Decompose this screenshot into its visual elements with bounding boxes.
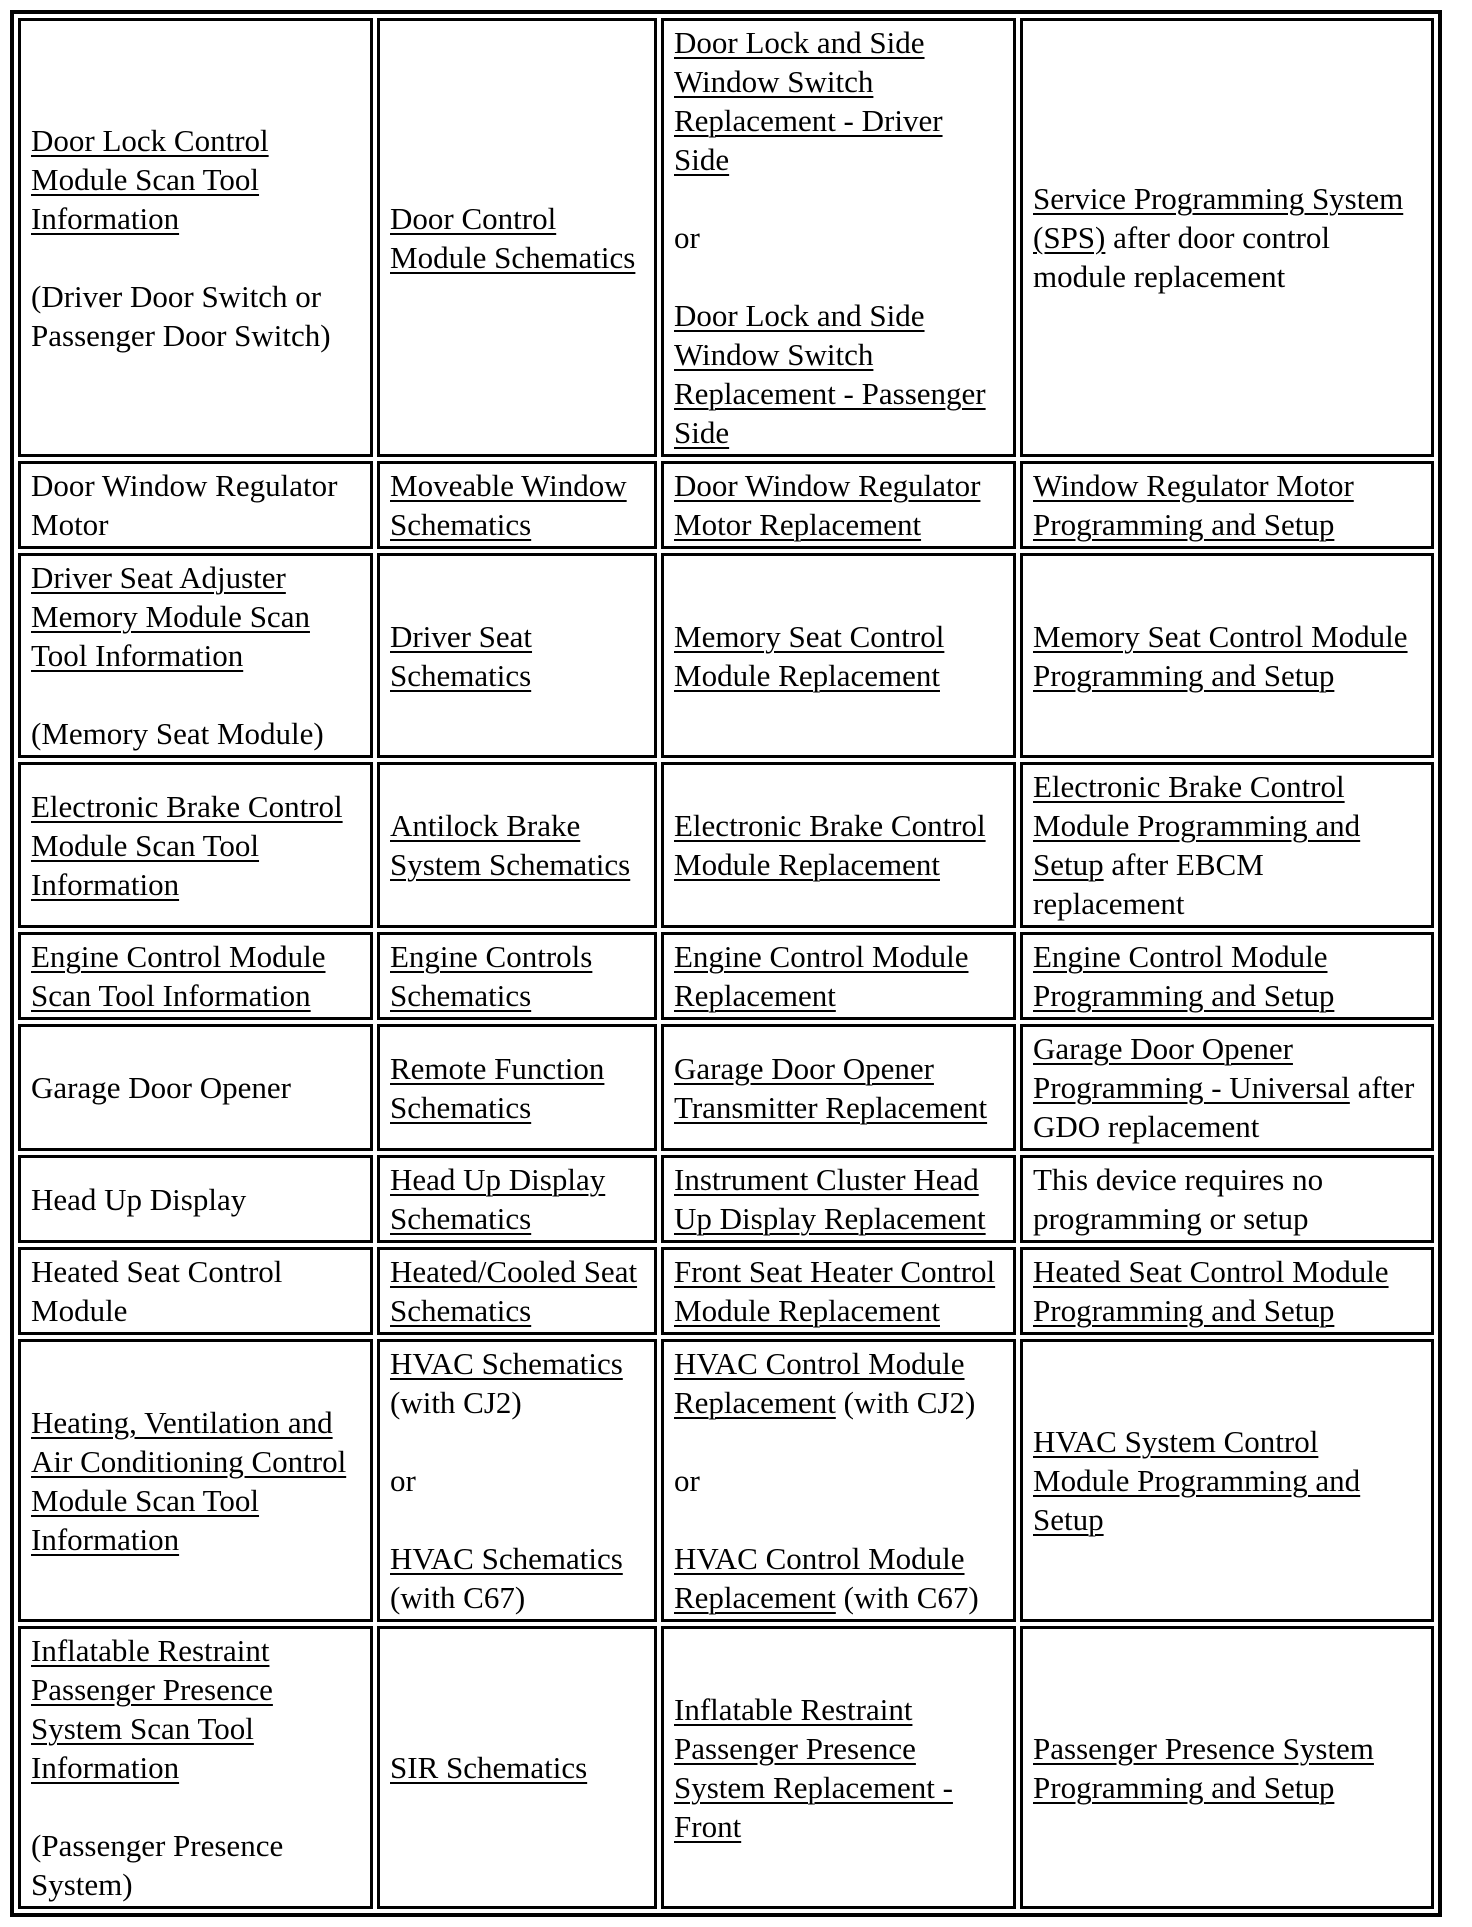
doc-link[interactable]: HVAC Control Module Replacement xyxy=(674,1346,965,1420)
cell-paragraph xyxy=(31,787,360,904)
table-row xyxy=(18,553,1434,758)
paragraph-spacer xyxy=(31,238,360,277)
service-procedures-table xyxy=(10,10,1442,1917)
cell-replacement xyxy=(661,18,1016,457)
cell-paragraph xyxy=(1033,1160,1421,1238)
cell-paragraph xyxy=(390,1539,644,1617)
text-run: Door Window Regulator Motor xyxy=(31,468,338,542)
cell-paragraph xyxy=(390,937,644,1015)
paragraph-spacer xyxy=(390,1422,644,1461)
cell-programming-setup xyxy=(1020,461,1434,549)
cell-paragraph xyxy=(1033,179,1421,296)
cell-programming-setup xyxy=(1020,1626,1434,1909)
cell-schematics xyxy=(377,18,657,457)
doc-link[interactable]: Door Lock Control Module Scan Tool Information xyxy=(31,122,269,236)
text-run: Heated Seat Control Module xyxy=(31,1254,283,1328)
doc-link[interactable]: SIR Schematics xyxy=(390,1750,588,1785)
cell-paragraph xyxy=(390,806,644,884)
table-row xyxy=(18,1024,1434,1151)
cell-programming-setup xyxy=(1020,1155,1434,1243)
cell-paragraph xyxy=(31,558,360,675)
doc-link[interactable]: Driver Seat Schematics xyxy=(390,618,533,693)
text-run: Garage Door Opener xyxy=(31,1070,291,1105)
doc-link[interactable]: Heated/Cooled Seat Schematics xyxy=(390,1254,638,1328)
cell-paragraph xyxy=(674,1690,1003,1846)
doc-link[interactable]: Driver Seat Adjuster Memory Module Scan Tool Information xyxy=(31,560,310,673)
text-run: or xyxy=(674,220,700,255)
cell-replacement xyxy=(661,1024,1016,1151)
cell-paragraph xyxy=(31,1068,360,1107)
doc-link[interactable]: Door Control Module Schematics xyxy=(390,200,636,275)
text-run: after door control module replacement xyxy=(1033,220,1331,294)
cell-paragraph xyxy=(390,617,644,695)
doc-link[interactable]: Door Lock and Side Window Switch Replacement - Passenger Side xyxy=(674,298,986,450)
doc-link[interactable]: Garage Door Opener Transmitter Replacement xyxy=(674,1050,988,1125)
cell-paragraph xyxy=(674,806,1003,884)
cell-paragraph xyxy=(1033,466,1421,544)
doc-link[interactable]: Door Lock and Side Window Switch Replacement - Driver Side xyxy=(674,25,943,177)
table-row xyxy=(18,932,1434,1020)
cell-paragraph xyxy=(674,296,1003,452)
cell-paragraph xyxy=(31,1631,360,1787)
cell-paragraph xyxy=(31,1403,360,1559)
cell-programming-setup xyxy=(1020,1247,1434,1335)
doc-link[interactable]: Instrument Cluster Head Up Display Replacement xyxy=(674,1162,986,1236)
cell-schematics xyxy=(377,553,657,758)
cell-paragraph xyxy=(390,1461,644,1500)
cell-paragraph xyxy=(1033,767,1421,923)
cell-schematics xyxy=(377,461,657,549)
text-run: This device requires no programming or setup xyxy=(1033,1162,1324,1236)
text-run: after EBCM replacement xyxy=(1033,847,1264,921)
cell-paragraph xyxy=(674,218,1003,257)
cell-component xyxy=(18,932,373,1020)
text-run: (with C67) xyxy=(390,1580,526,1615)
cell-paragraph xyxy=(31,714,360,753)
doc-link[interactable]: HVAC Schematics xyxy=(390,1346,623,1381)
doc-link[interactable]: Front Seat Heater Control Module Replacement xyxy=(674,1254,996,1328)
cell-schematics xyxy=(377,1626,657,1909)
doc-link[interactable]: Engine Control Module Programming and Setup xyxy=(1033,939,1335,1013)
doc-link[interactable]: HVAC Schematics xyxy=(390,1541,623,1576)
cell-paragraph xyxy=(31,277,360,355)
doc-link[interactable]: Moveable Window Schematics xyxy=(390,468,627,542)
cell-replacement xyxy=(661,1626,1016,1909)
cell-paragraph xyxy=(674,1344,1003,1422)
doc-link[interactable]: HVAC System Control Module Programming and Setup xyxy=(1033,1424,1361,1537)
table-row xyxy=(18,1339,1434,1622)
cell-paragraph xyxy=(1033,1422,1421,1539)
cell-paragraph xyxy=(674,617,1003,695)
doc-link[interactable]: Engine Controls Schematics xyxy=(390,939,593,1013)
cell-schematics xyxy=(377,762,657,928)
text-run: (Driver Door Switch or Passenger Door Switch) xyxy=(31,278,331,353)
doc-link[interactable]: Engine Control Module Replacement xyxy=(674,939,969,1013)
cell-component xyxy=(18,553,373,758)
cell-paragraph xyxy=(390,1344,644,1422)
doc-link[interactable]: Electronic Brake Control Module Replacement xyxy=(674,808,986,882)
cell-replacement xyxy=(661,553,1016,758)
cell-component xyxy=(18,1155,373,1243)
cell-paragraph xyxy=(390,1049,644,1127)
text-run: Head Up Display xyxy=(31,1181,247,1217)
cell-paragraph xyxy=(1033,1729,1421,1807)
cell-component xyxy=(18,1247,373,1335)
cell-paragraph xyxy=(31,1252,360,1330)
doc-link[interactable]: HVAC Control Module Replacement xyxy=(674,1541,965,1615)
text-run: (Passenger Presence System) xyxy=(31,1828,284,1902)
cell-paragraph xyxy=(390,1748,644,1787)
cell-paragraph xyxy=(674,1539,1003,1617)
table-row xyxy=(18,461,1434,549)
cell-paragraph xyxy=(31,937,360,1015)
cell-schematics xyxy=(377,1247,657,1335)
cell-replacement xyxy=(661,762,1016,928)
paragraph-spacer xyxy=(674,257,1003,296)
cell-paragraph xyxy=(674,1160,1003,1238)
cell-programming-setup xyxy=(1020,762,1434,928)
cell-paragraph xyxy=(390,1160,644,1238)
cell-paragraph xyxy=(31,1826,360,1904)
text-run: (Memory Seat Module) xyxy=(31,716,324,751)
doc-link[interactable]: Passenger Presence System Programming and Setup xyxy=(1033,1730,1374,1805)
cell-replacement xyxy=(661,1155,1016,1243)
table-row xyxy=(18,762,1434,928)
doc-link[interactable]: Door Window Regulator Motor Replacement xyxy=(674,468,981,542)
table-row xyxy=(18,18,1434,457)
doc-link[interactable]: Window Regulator Motor Programming and Setup xyxy=(1033,468,1354,542)
cell-paragraph xyxy=(390,1252,644,1330)
doc-link[interactable]: Heated Seat Control Module Programming and Setup xyxy=(1033,1254,1389,1328)
service-table-body xyxy=(18,18,1434,1909)
text-run: (with C67) xyxy=(835,1580,979,1615)
cell-replacement xyxy=(661,932,1016,1020)
cell-component xyxy=(18,461,373,549)
doc-link[interactable]: Heating, Ventilation and Air Conditioning Control Module Scan Tool Information xyxy=(31,1404,347,1557)
cell-paragraph xyxy=(31,466,360,544)
cell-component xyxy=(18,762,373,928)
cell-replacement xyxy=(661,461,1016,549)
table-row xyxy=(18,1247,1434,1335)
cell-paragraph xyxy=(390,199,644,277)
doc-link[interactable]: Head Up Display Schematics xyxy=(390,1162,606,1236)
cell-paragraph xyxy=(674,1049,1003,1127)
doc-link[interactable]: Electronic Brake Control Module Programming and Setup xyxy=(1033,769,1361,882)
doc-link[interactable]: Inflatable Restraint Passenger Presence System Scan Tool Information xyxy=(31,1633,273,1785)
paragraph-spacer xyxy=(674,1500,1003,1539)
paragraph-spacer xyxy=(31,1787,360,1826)
table-row xyxy=(18,1155,1434,1243)
text-run: (with CJ2) xyxy=(390,1385,522,1420)
cell-programming-setup xyxy=(1020,18,1434,457)
doc-link[interactable]: Electronic Brake Control Module Scan Tool Information xyxy=(31,788,343,902)
cell-schematics xyxy=(377,932,657,1020)
doc-link[interactable]: Remote Function Schematics xyxy=(390,1050,605,1125)
text-run: after GDO replacement xyxy=(1033,1070,1415,1144)
cell-paragraph xyxy=(674,466,1003,544)
cell-schematics xyxy=(377,1155,657,1243)
paragraph-spacer xyxy=(31,675,360,714)
cell-paragraph xyxy=(674,937,1003,1015)
cell-paragraph xyxy=(1033,937,1421,1015)
cell-schematics xyxy=(377,1024,657,1151)
cell-paragraph xyxy=(674,1252,1003,1330)
cell-component xyxy=(18,1626,373,1909)
cell-paragraph xyxy=(390,466,644,544)
cell-schematics xyxy=(377,1339,657,1622)
paragraph-spacer xyxy=(674,179,1003,218)
cell-paragraph xyxy=(674,23,1003,179)
paragraph-spacer xyxy=(674,1422,1003,1461)
cell-programming-setup xyxy=(1020,1339,1434,1622)
doc-link[interactable]: Memory Seat Control Module Programming and Setup xyxy=(1033,618,1408,693)
doc-link[interactable]: Memory Seat Control Module Replacement xyxy=(674,618,945,693)
text-run: (with CJ2) xyxy=(835,1385,976,1420)
cell-replacement xyxy=(661,1247,1016,1335)
doc-link[interactable]: Antilock Brake System Schematics xyxy=(390,808,631,882)
cell-programming-setup xyxy=(1020,1024,1434,1151)
doc-link[interactable]: Engine Control Module Scan Tool Information xyxy=(31,939,326,1013)
table-row xyxy=(18,1626,1434,1909)
cell-paragraph xyxy=(31,1180,360,1219)
doc-link[interactable]: Garage Door Opener Programming - Universal xyxy=(1033,1031,1350,1105)
cell-paragraph xyxy=(1033,1252,1421,1330)
doc-link[interactable]: Service Programming System (SPS) xyxy=(1033,181,1404,255)
cell-programming-setup xyxy=(1020,553,1434,758)
cell-paragraph xyxy=(1033,617,1421,695)
cell-component xyxy=(18,1024,373,1151)
cell-paragraph xyxy=(31,121,360,238)
cell-component xyxy=(18,18,373,457)
doc-link[interactable]: Inflatable Restraint Passenger Presence System Replacement - Front xyxy=(674,1691,953,1844)
text-run: or xyxy=(390,1463,416,1498)
cell-component xyxy=(18,1339,373,1622)
cell-paragraph xyxy=(1033,1029,1421,1146)
cell-paragraph xyxy=(674,1461,1003,1500)
cell-replacement xyxy=(661,1339,1016,1622)
paragraph-spacer xyxy=(390,1500,644,1539)
cell-programming-setup xyxy=(1020,932,1434,1020)
text-run: or xyxy=(674,1463,700,1498)
